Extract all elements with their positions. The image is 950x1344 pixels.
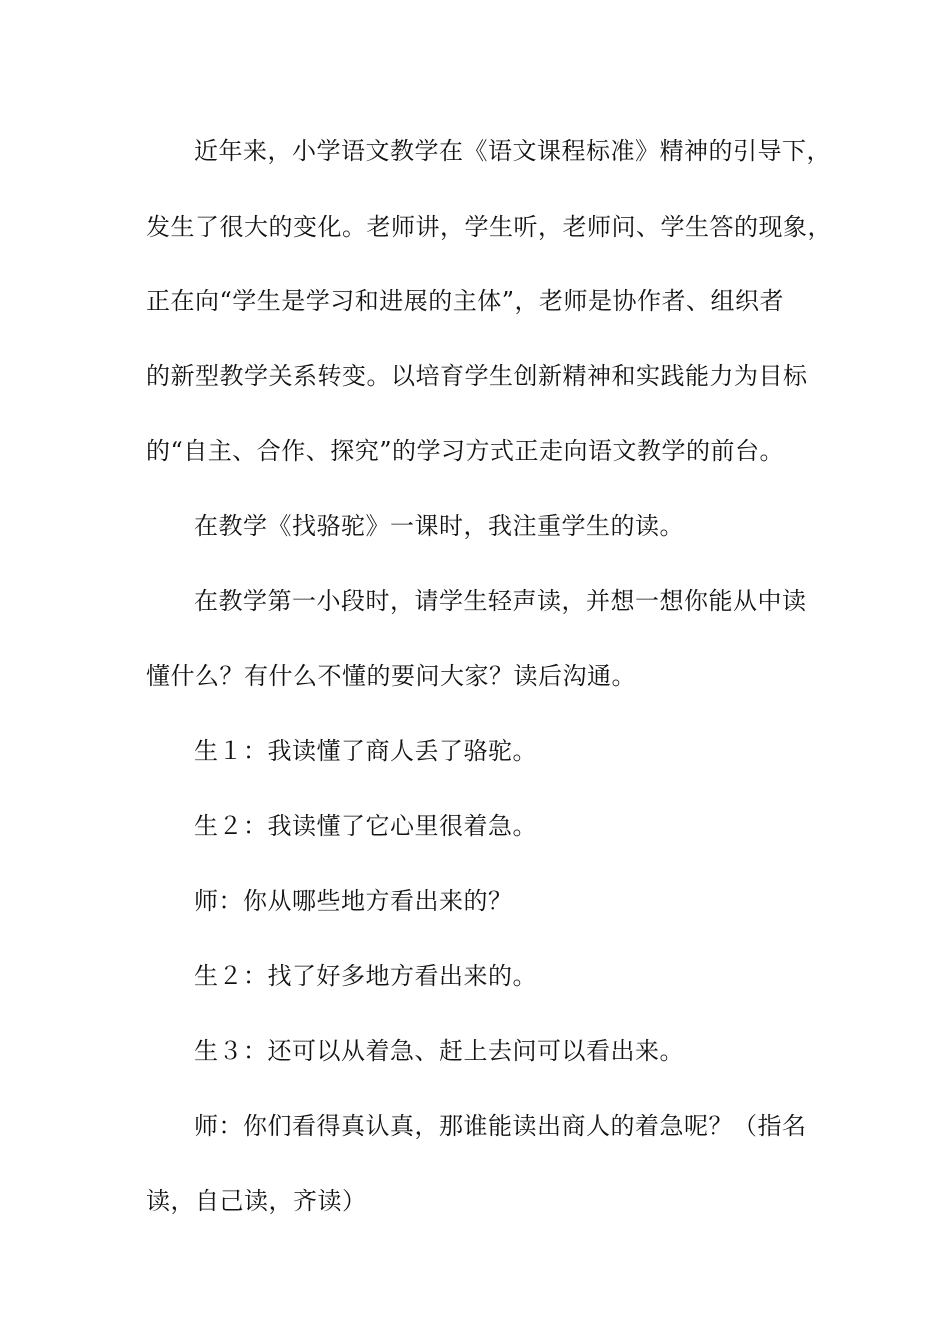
paragraph-3-line-2: 懂什么？有什么不懂的要问大家？读后沟通。: [146, 662, 636, 690]
dialogue-line-teacher-2: 师：你们看得真认真，那谁能读出商人的着急呢？（指名: [194, 1112, 807, 1140]
dialogue-line-teacher-2-cont: 读，自己读，齐读）: [146, 1187, 367, 1215]
paragraph-1-line-4: 的新型教学关系转变。以培育学生创新精神和实践能力为目标: [146, 362, 808, 390]
dialogue-line-student-1: 生１：我读懂了商人丢了骆驼。: [194, 737, 537, 765]
paragraph-1-line-2: 发生了很大的变化。老师讲，学生听，老师问、学生答的现象，: [146, 213, 832, 241]
dialogue-line-student-2b: 生２：找了好多地方看出来的。: [194, 962, 537, 990]
paragraph-2-line-1: 在教学《找骆驼》一课时，我注重学生的读。: [194, 512, 684, 540]
dialogue-line-student-2: 生２：我读懂了它心里很着急。: [194, 812, 537, 840]
paragraph-1-line-5: 的“自主、合作、探究”的学习方式正走向语文教学的前台。: [146, 437, 785, 465]
dialogue-line-teacher-1: 师：你从哪些地方看出来的？: [194, 887, 513, 915]
paragraph-3-line-1: 在教学第一小段时，请学生轻声读，并想一想你能从中读: [194, 587, 807, 615]
paragraph-1-line-1: 近年来，小学语文教学在《语文课程标准》精神的引导下，: [194, 137, 831, 165]
paragraph-1-line-3: 正在向“学生是学习和进展的主体”，老师是协作者、组织者: [146, 287, 785, 315]
dialogue-line-student-3: 生３：还可以从着急、赶上去问可以看出来。: [194, 1037, 684, 1065]
